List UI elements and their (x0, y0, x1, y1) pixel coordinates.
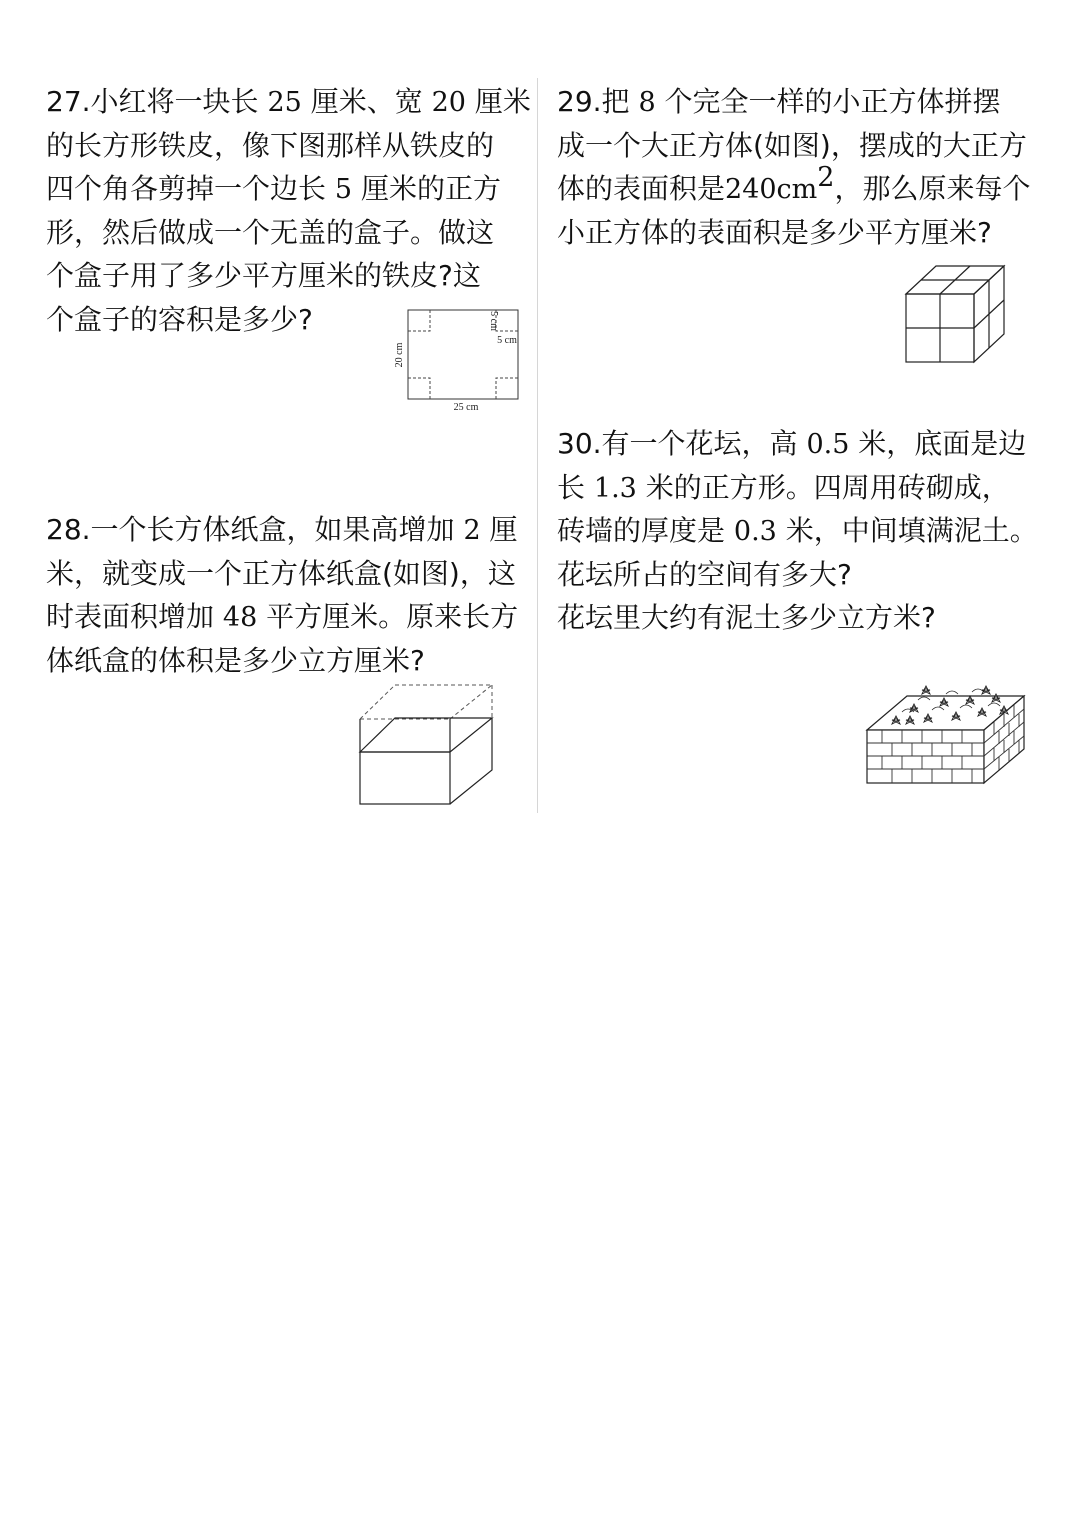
problem-28-line-3: 时表面积增加 48 平方厘米。原来长方 (46, 600, 519, 633)
problem-27-line-3: 四个角各剪掉一个边长 5 厘米的正方 (46, 172, 501, 205)
problem-28-line-1: 28.一个长方体纸盒，如果高增加 2 厘 (46, 513, 518, 546)
sheet-cutout-figure (388, 300, 528, 418)
flower-bed-figure (862, 682, 1032, 788)
problem-29 (557, 80, 1030, 254)
column-divider (537, 78, 538, 813)
problem-29-line-2: 成一个大正方体(如图)，摆成的大正方 (557, 128, 1027, 162)
problem-30-line-2: 长 1.3 米的正方形。四周用砖砌成， (557, 470, 1010, 504)
problem-27-line-4: 形，然后做成一个无盖的盒子。做这 (46, 215, 495, 249)
problem-30-line-1: 30.有一个花坛，高 0.5 米，底面是边 (557, 427, 1027, 460)
problem-30 (557, 422, 1038, 640)
problem-27-line-6: 个盒子的容积是多少? (46, 302, 313, 336)
cuboid-figure (355, 680, 500, 810)
problem-30-line-4: 花坛所占的空间有多大? (557, 557, 852, 591)
problem-28 (46, 508, 518, 682)
figure-cut-label-a: 5 cm (488, 311, 499, 331)
problem-27-line-5: 个盒子用了多少平方厘米的铁皮?这 (46, 259, 481, 292)
problem-28-line-2: 米，就变成一个正方体纸盒(如图)，这 (46, 556, 516, 590)
problem-27-line-2: 的长方形铁皮，像下图那样从铁皮的 (46, 128, 495, 162)
problem-28-line-4: 体纸盒的体积是多少立方厘米? (46, 643, 425, 677)
figure-height-label: 20 cm (394, 342, 405, 368)
problem-27-line-1: 27.小红将一块长 25 厘米、宽 20 厘米 (46, 85, 531, 118)
problem-30-line-3: 砖墙的厚度是 0.3 米，中间填满泥土。 (557, 514, 1038, 547)
problem-29-line-3: 体的表面积是$240cm^2$，那么原来每个 (557, 162, 1031, 205)
problem-29-line-4: 小正方体的表面积是多少平方厘米? (557, 215, 992, 249)
problem-30-line-5: 花坛里大约有泥土多少立方米? (557, 601, 936, 634)
figure-width-label: 25 cm (453, 402, 479, 413)
cube-stack-figure (900, 260, 1010, 368)
figure-cut-label-b: 5 cm (497, 335, 517, 346)
problem-29-line-1: 29.把 8 个完全一样的小正方体拼摆 (557, 85, 1001, 118)
